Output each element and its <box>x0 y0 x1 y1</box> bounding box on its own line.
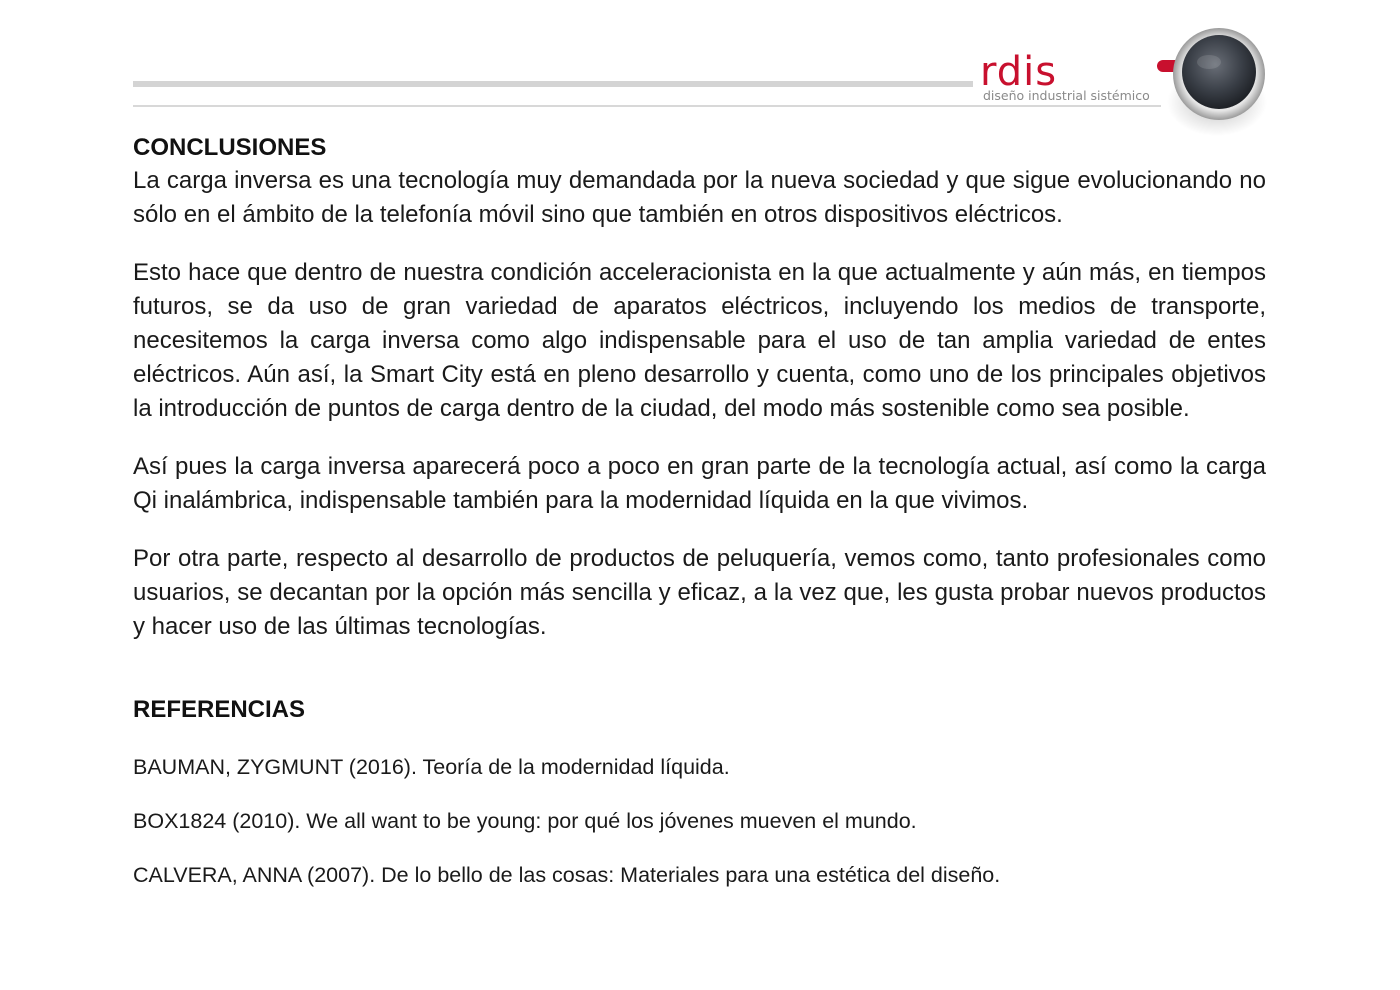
reference-item: BOX1824 (2010). We all want to be young: por qué los jóvenes mueven el mundo. <box>133 809 917 833</box>
conclusions-paragraph-2: Esto hace que dentro de nuestra condición acceleracionista en la que actualmente y aún más, en tiempos futuros, se da uso de gran variedad de aparatos eléctricos, incluyendo los medios de transporte, necesitemos la carga inversa como algo indispensable para el uso de tan amplia variedad de entes eléctricos. Aún así, la Smart City está en pleno desarrollo y cuenta, como uno de los principales objetivos la introducción de puntos de carga dentro de la ciudad, del modo más sostenible como sea posible. <box>133 259 1266 422</box>
reference-item: CALVERA, ANNA (2007). De lo bello de las cosas: Materiales para una estética del diseño. <box>133 863 1001 887</box>
conclusions-paragraph-3: Así pues la carga inversa aparecerá poco a poco en gran parte de la tecnología actual, así como la carga Qi inalámbrica, indispensable también para la modernidad líquida en la que vivimos. <box>133 453 1266 514</box>
header-rule-thick <box>133 81 973 87</box>
reference-item: BAUMAN, ZYGMUNT (2016). Teoría de la modernidad líquida. <box>133 755 730 779</box>
logo-text: rdis <box>980 49 1058 95</box>
main-content <box>133 132 1266 890</box>
header-rule-thin <box>133 105 1161 107</box>
logo-subtitle: diseño industrial sistémico <box>983 88 1150 103</box>
coffee-cup-icon <box>1155 22 1270 137</box>
conclusions-heading: CONCLUSIONES <box>133 134 327 161</box>
references-heading: REFERENCIAS <box>133 696 306 723</box>
conclusions-paragraph-4: Por otra parte, respecto al desarrollo de productos de peluquería, vemos como, tanto profesionales como usuarios, se decantan por la opción más sencilla y eficaz, a la vez que, les gusta probar nuevos productos y hacer uso de las últimas tecnologías. <box>133 545 1266 640</box>
conclusions-paragraph-1: La carga inversa es una tecnología muy demandada por la nueva sociedad y que sigue evolucionando no sólo en el ámbito de la telefonía móvil sino que también en otros dispositivos eléctricos. <box>133 167 1266 228</box>
